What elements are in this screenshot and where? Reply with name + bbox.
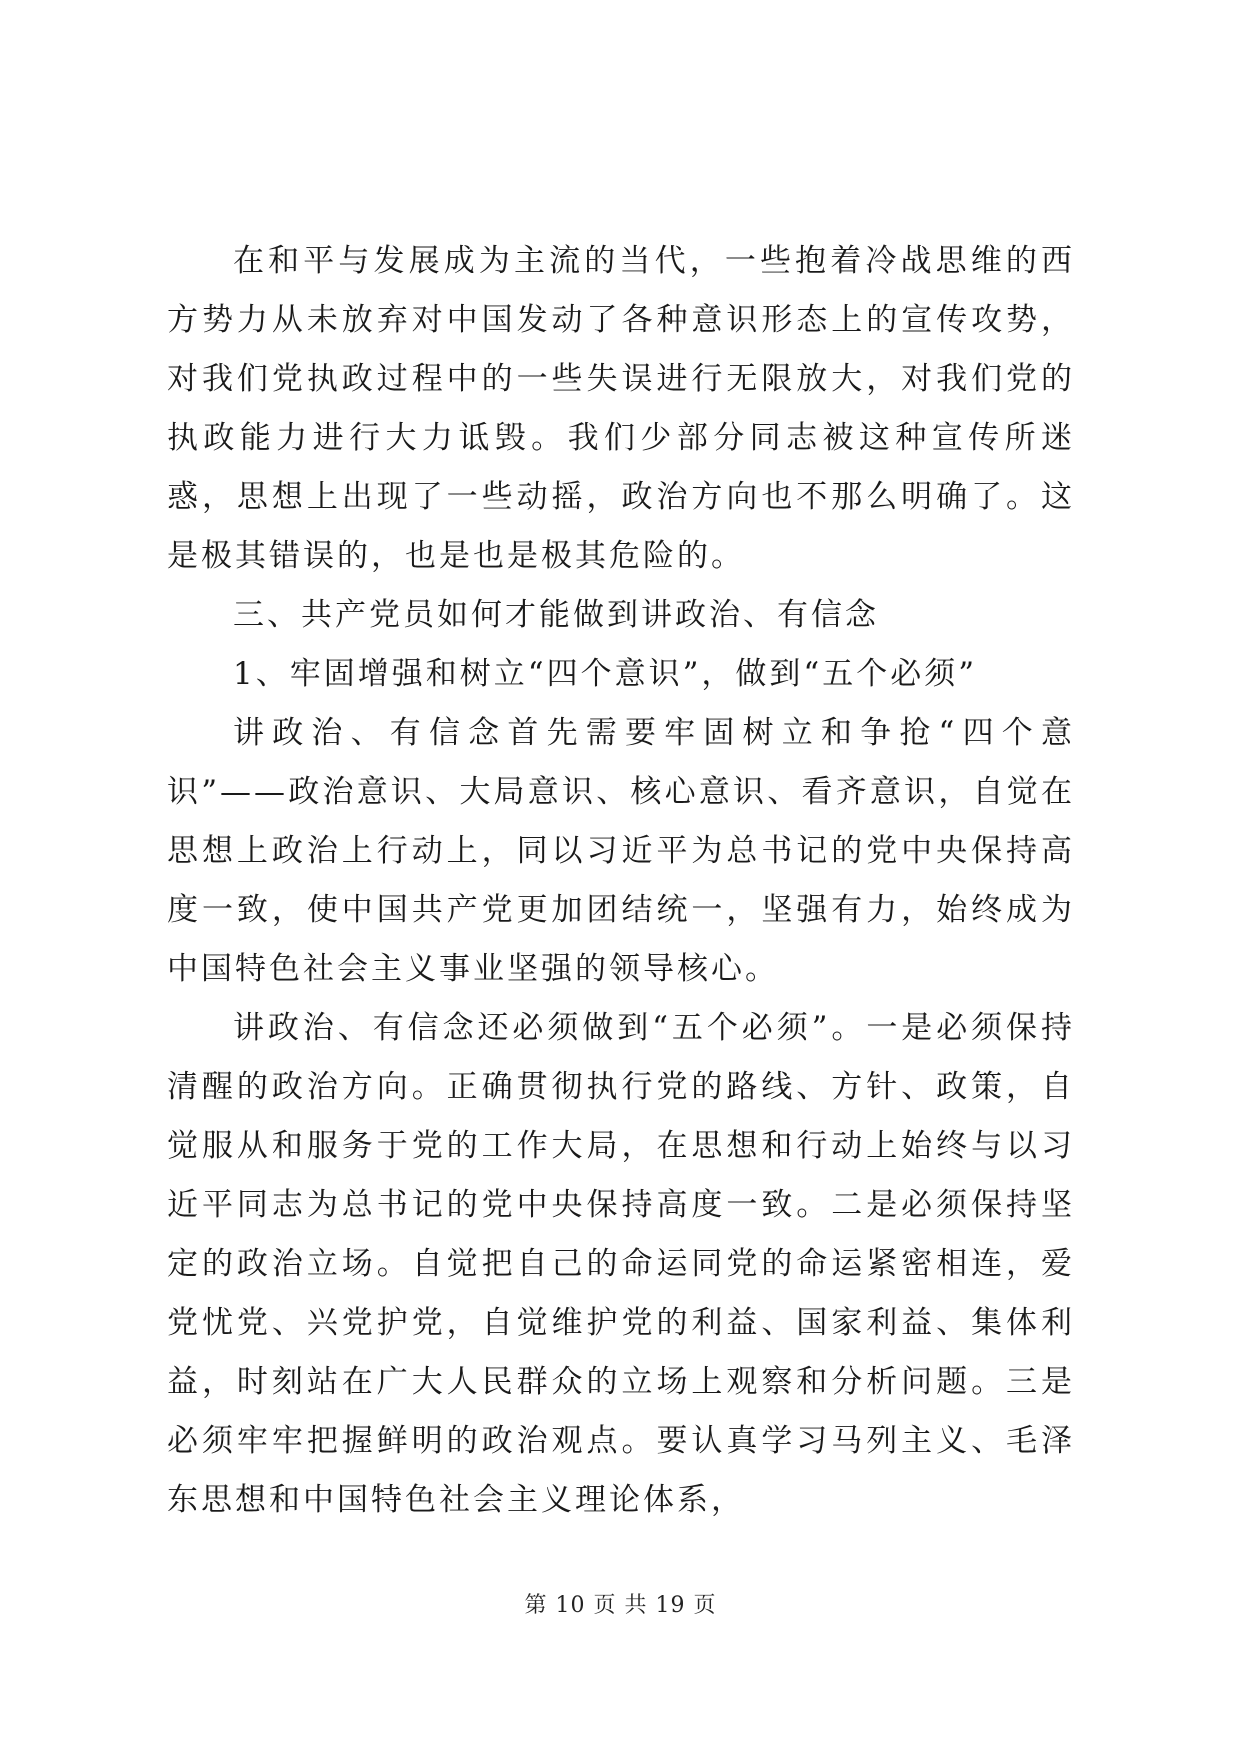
paragraph-four-consciousness: 讲政治、有信念首先需要牢固树立和争抢“四个意识”——政治意识、大局意识、核心意识、看齐意识，自觉在思想上政治上行动上，同以习近平为总书记的党中央保持高度一致，使中国共产党更加团结统一，坚强有力，始终成为中国特色社会主义事业坚强的领导核心。 [167, 715, 1075, 987]
document-body [167, 232, 1075, 1530]
paragraph-western-forces: 在和平与发展成为主流的当代，一些抱着冷战思维的西方势力从未放弃对中国发动了各种意识形态上的宣传攻势，对我们党执政过程中的一些失误进行无限放大，对我们党的执政能力进行大力诋毁。我们少部分同志被这种宣传所迷惑，思想上出现了一些动摇，政治方向也不那么明确了。这是极其错误的，也是也是极其危险的。 [167, 243, 1075, 574]
page-number-footer: 第 10 页 共 19 页 [524, 1593, 717, 1618]
section-heading-3: 三、共产党员如何才能做到讲政治、有信念 [233, 597, 879, 633]
subsection-heading-1: 1、牢固增强和树立“四个意识”，做到“五个必须” [233, 656, 978, 692]
paragraph-five-musts: 讲政治、有信念还必须做到“五个必须”。一是必须保持清醒的政治方向。正确贯彻执行党的路线、方针、政策，自觉服从和服务于党的工作大局，在思想和行动上始终与以习近平同志为总书记的党中央保持高度一致。二是必须保持坚定的政治立场。自觉把自己的命运同党的命运紧密相连，爱党忧党、兴党护党，自觉维护党的利益、国家利益、集体利益，时刻站在广大人民群众的立场上观察和分析问题。三是必须牢牢把握鲜明的政治观点。要认真学习马列主义、毛泽东思想和中国特色社会主义理论体系， [167, 1010, 1075, 1518]
